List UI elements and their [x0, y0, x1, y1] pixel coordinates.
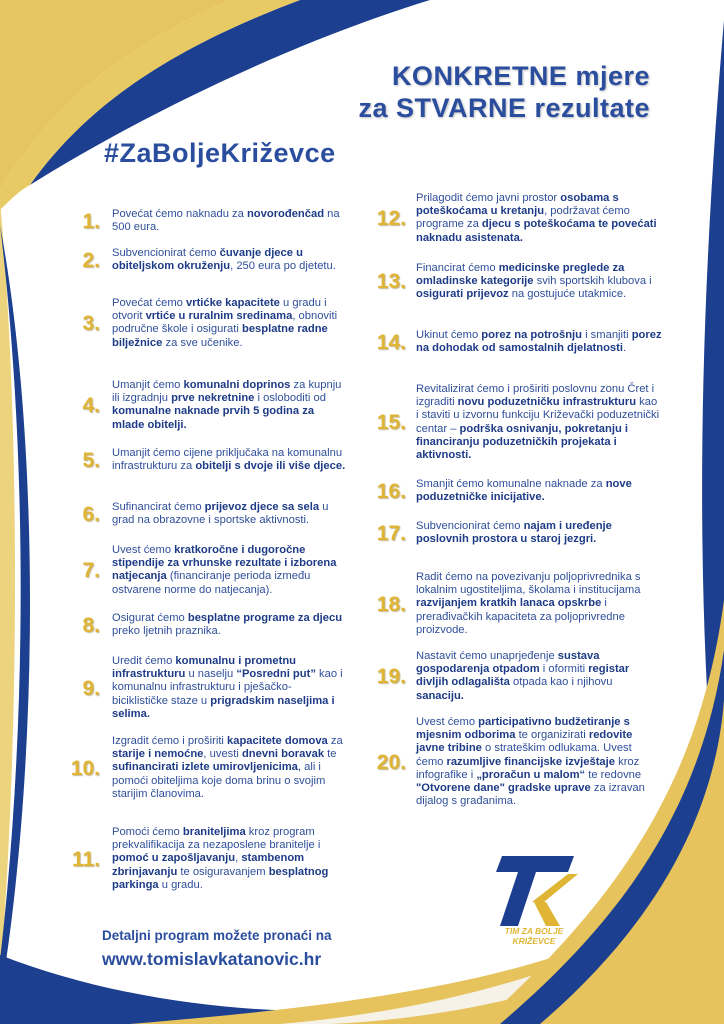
item-text-bold: medicinske preglede za omladinske kategorije	[416, 262, 625, 288]
item-text-bold: besplatne programe za djecu	[187, 612, 343, 624]
item-text-regular: .	[623, 342, 627, 355]
list-item	[368, 262, 668, 302]
item-text-bold: komunalnu i prometnu infrastrukturu	[112, 655, 296, 681]
item-text-regular: Radit ćemo na povezivanju poljoprivrednika s lokalnim ugostiteljima, školama i institucijama	[416, 571, 641, 597]
list-item	[62, 544, 347, 597]
item-text	[416, 650, 662, 703]
item-number: 15.	[376, 411, 406, 435]
item-text-bold: novorođenčad	[246, 208, 325, 220]
item-text-regular: u gradu i otvorit	[112, 297, 327, 323]
item-text-regular: , obnoviti područne škole i osigurati	[112, 310, 338, 336]
item-text-regular: Povećat ćemo naknadu za	[112, 208, 247, 220]
footer	[102, 928, 332, 970]
item-text-regular: preko ljetnih praznika.	[112, 625, 221, 638]
item-text-bold: najam i uređenje poslovnih prostora u staroj jezgri.	[416, 520, 612, 546]
item-text-bold: kratkoročne i dugoročne stipendije za vrhunske rezultate i izborena natjecanja	[112, 544, 337, 583]
item-text-bold: vrtićke kapacitete	[186, 297, 280, 309]
item-text-regular: te redovne	[585, 768, 642, 781]
list-item	[368, 329, 668, 355]
item-text-bold: pomoć u zapošljavanju	[112, 852, 236, 865]
item-text-bold: nove poduzetničke inicijative.	[416, 478, 632, 504]
item-text-regular: i osloboditi od	[254, 392, 326, 405]
item-text-bold: besplatne radne bilježnice	[112, 323, 328, 349]
item-number: 11.	[71, 847, 100, 871]
item-text-regular: , uvesti	[203, 748, 242, 761]
item-text-regular: za sve učenike.	[162, 336, 243, 349]
item-text-bold: „proračun u malom“	[476, 768, 586, 781]
list-item	[62, 247, 347, 273]
item-text-regular: u grad na obrazovne i sportske aktivnosti.	[112, 501, 329, 527]
item-text-bold: razvijanjem kratkih lanaca opskrbe	[416, 597, 602, 610]
item-text-regular: u naselju	[185, 668, 237, 681]
list-item	[62, 297, 347, 350]
item-text-regular: i prerađivačkih kapaciteta za poljoprivredne proizvode.	[416, 597, 625, 636]
item-text	[416, 329, 662, 355]
item-text-bold: osigurati prijevoz	[416, 288, 509, 301]
item-text-bold: prve nekretnine	[171, 392, 255, 405]
item-number: 8.	[82, 613, 100, 637]
item-text-regular: u gradu.	[158, 878, 203, 891]
item-text-bold: sanaciju.	[416, 689, 464, 702]
item-text	[416, 571, 662, 637]
list-item	[368, 716, 668, 808]
item-text-bold: porez na dohodak od samostalnih djelatnosti	[416, 329, 662, 355]
item-text-bold: razumljive financijske izvještaje	[446, 755, 615, 768]
item-text-regular: Izgradit ćemo i proširiti	[112, 735, 228, 747]
item-text-regular: Prilagodit ćemo javni prostor	[416, 192, 561, 204]
item-text-regular: te	[324, 748, 337, 761]
item-text-regular: , ali i pomoći obiteljima koje doma brinu o svojim starijim članovima.	[112, 761, 326, 800]
item-number: 17.	[376, 521, 406, 545]
item-text-regular: otpada kao i njihovu	[509, 676, 613, 689]
title-block	[358, 60, 650, 124]
item-text	[112, 826, 347, 892]
item-text-regular: kroz infografike i	[416, 755, 640, 781]
logo-t-stem	[500, 872, 536, 926]
item-text-bold: prigradskim naseljima i selima.	[112, 694, 335, 720]
item-text-bold: komunalne naknade prvih 5 godina za mlade obitelji.	[112, 405, 315, 431]
item-text-regular: Uvest ćemo	[112, 544, 175, 556]
hashtag: #ZaBoljeKriževce	[104, 138, 336, 168]
item-number: 2.	[82, 248, 100, 272]
item-text	[112, 612, 347, 638]
item-text-bold: starije i nemoćne	[112, 748, 204, 761]
list-item	[62, 655, 347, 721]
list-item	[368, 192, 668, 245]
item-text-regular: Financirat ćemo	[416, 262, 499, 274]
list-item	[62, 735, 347, 801]
item-text-bold: sufinancirati izlete umirovljenicima	[112, 761, 298, 774]
title-line-2: za STVARNE rezultate	[358, 93, 650, 123]
item-text-regular: Smanjit ćemo komunalne naknade za	[416, 478, 606, 490]
item-number: 5.	[82, 448, 100, 472]
item-number: 20.	[376, 750, 406, 774]
item-text-regular: Uvest ćemo	[416, 716, 479, 728]
item-text-bold: djecu s poteškoćama te povećati naknadu asistenata.	[416, 218, 657, 244]
item-text	[112, 208, 347, 234]
item-text	[416, 478, 662, 504]
item-number: 9.	[82, 676, 100, 700]
item-text-bold: kapacitete domova	[227, 735, 328, 747]
item-text-regular: Pomoći ćemo	[112, 826, 183, 838]
item-number: 16.	[376, 479, 406, 503]
item-text-regular: Povećat ćemo	[112, 297, 186, 309]
item-text-regular: Umanjit ćemo	[112, 379, 184, 391]
item-text-regular: na 500 eura.	[112, 208, 340, 234]
list-item	[62, 379, 347, 432]
item-number: 13.	[376, 270, 406, 294]
item-number: 14.	[376, 330, 406, 354]
item-text-regular: za kupnju ili izgradnju	[112, 379, 342, 405]
item-text-bold: novu poduzetničku infrastrukturu	[457, 396, 637, 409]
item-number: 10.	[70, 756, 100, 780]
logo-k-arm-lower	[534, 902, 560, 926]
item-text-regular: na gostujuće utakmice.	[508, 288, 627, 301]
item-text-regular: Sufinancirat ćemo	[112, 501, 205, 513]
item-text-bold: braniteljima	[182, 826, 246, 838]
item-text	[112, 735, 347, 801]
item-text-bold: vrtiće u ruralnim sredinama	[145, 310, 293, 323]
item-text-bold: komunalni doprinos	[183, 379, 291, 391]
item-text-regular: ,	[235, 852, 242, 865]
item-text-bold: redovite javne tribine	[416, 729, 633, 755]
item-text	[416, 383, 662, 462]
item-text-regular: i oformiti	[539, 663, 589, 676]
item-number: 1.	[82, 209, 100, 233]
item-text-regular: za	[327, 735, 343, 747]
item-number: 4.	[82, 393, 100, 417]
item-text	[112, 297, 347, 350]
item-number: 6.	[82, 502, 100, 526]
list-item	[368, 650, 668, 703]
item-text-regular: te organizirati	[515, 729, 589, 742]
logo-k-arm-upper	[532, 874, 578, 902]
list-item	[368, 520, 668, 546]
item-text	[112, 655, 347, 721]
item-text-regular: Subvencionirat ćemo	[416, 520, 524, 532]
item-text-regular: Osigurat ćemo	[112, 612, 188, 624]
item-text-regular: svih sportskih klubova i	[533, 275, 652, 288]
item-text-regular: kroz program prekvalifikacija za nezaposlene branitelje i	[112, 826, 321, 852]
item-text-regular: Umanjit ćemo cijene priključaka na komunalnu infrastrukturu za	[112, 447, 343, 473]
list-item	[368, 571, 668, 637]
logo-t-bar	[496, 856, 574, 872]
item-text-bold: obitelji s dvoje ili više djece.	[195, 460, 346, 473]
item-text	[112, 247, 347, 273]
website-link[interactable]: www.tomislavkatanovic.hr	[102, 949, 322, 969]
item-text-regular: (financiranje perioda između ostvarene norme do natjecanja).	[112, 570, 311, 596]
title-line-1: KONKRETNE mjere	[391, 61, 650, 91]
item-number: 19.	[376, 664, 406, 688]
item-text-regular: o strateškim odlukama. Uvest ćemo	[416, 742, 632, 768]
item-text	[416, 716, 662, 808]
item-text-bold: sustava gospodarenja otpadom	[416, 650, 600, 676]
item-text-regular: kao i komunalnu infrastrukturu i pješačko-biciklističke staze u	[112, 668, 343, 707]
list-item	[62, 501, 347, 527]
item-number: 18.	[376, 592, 406, 616]
item-text-regular: i smanjiti	[581, 329, 632, 341]
item-text-regular: kao i staviti u izvornu funkciju Križevački poduzetnički centar –	[416, 396, 660, 435]
item-text	[416, 192, 662, 245]
item-text-regular: Nastavit ćemo unaprjeđenje	[416, 650, 558, 662]
item-text-bold: besplatnog parkinga	[112, 865, 329, 891]
list-item	[368, 383, 668, 462]
item-text-regular: Subvencionirat ćemo	[112, 247, 220, 259]
item-text	[112, 501, 347, 527]
list-item	[368, 478, 668, 504]
item-text-bold: "Otvorene dane" gradske uprave	[416, 782, 591, 795]
item-number: 3.	[82, 311, 100, 335]
item-text-regular: za izravan dijalog s građanima.	[416, 782, 645, 808]
item-text-bold: dnevni boravak	[241, 748, 325, 761]
item-number: 12.	[376, 206, 406, 230]
item-text-bold: osobama s poteškoćama u kretanju	[416, 192, 619, 218]
item-text-regular: te osiguravanjem	[177, 865, 269, 878]
footer-label: Detaljni program možete pronaći na	[102, 928, 332, 943]
item-text-bold: registar divljih odlagališta	[416, 663, 630, 689]
logo-text-line-2: KRIŽEVCE	[512, 936, 556, 946]
item-text-bold: prijevoz djece sa sela	[204, 501, 320, 513]
item-text-regular: Ukinut ćemo	[416, 329, 482, 341]
list-item	[62, 208, 347, 234]
item-text	[112, 544, 347, 597]
item-text	[416, 520, 662, 546]
list-item	[62, 447, 347, 473]
item-text-bold: čuvanje djece u obiteljskom okruženju	[112, 247, 303, 273]
list-item	[62, 826, 347, 892]
item-text-bold: stambenom zbrinjavanju	[112, 852, 305, 878]
item-text	[416, 262, 662, 302]
item-text-regular: , podržavat ćemo programe za	[416, 205, 630, 231]
list-item	[62, 612, 347, 638]
item-text-bold: “Posredni put”	[236, 668, 316, 681]
item-text-regular: , 250 eura po djetetu.	[230, 260, 336, 273]
item-text-bold: porez na potrošnju	[481, 329, 582, 341]
item-text-bold: podrška osnivanju, pokretanju i financiranju poduzetničkih projekata i aktivnosti.	[416, 422, 629, 462]
item-text-regular: Uredit ćemo	[112, 655, 176, 667]
item-text-regular: Revitalizirat ćemo i proširiti poslovnu zonu Čret i izgraditi	[416, 383, 655, 409]
item-number: 7.	[82, 558, 100, 582]
item-text	[112, 447, 347, 473]
item-text	[112, 379, 347, 432]
item-text-bold: participativno budžetiranje s mjesnim odborima	[416, 716, 630, 742]
logo-text-line-1: TIM ZA BOLJE	[504, 926, 564, 936]
